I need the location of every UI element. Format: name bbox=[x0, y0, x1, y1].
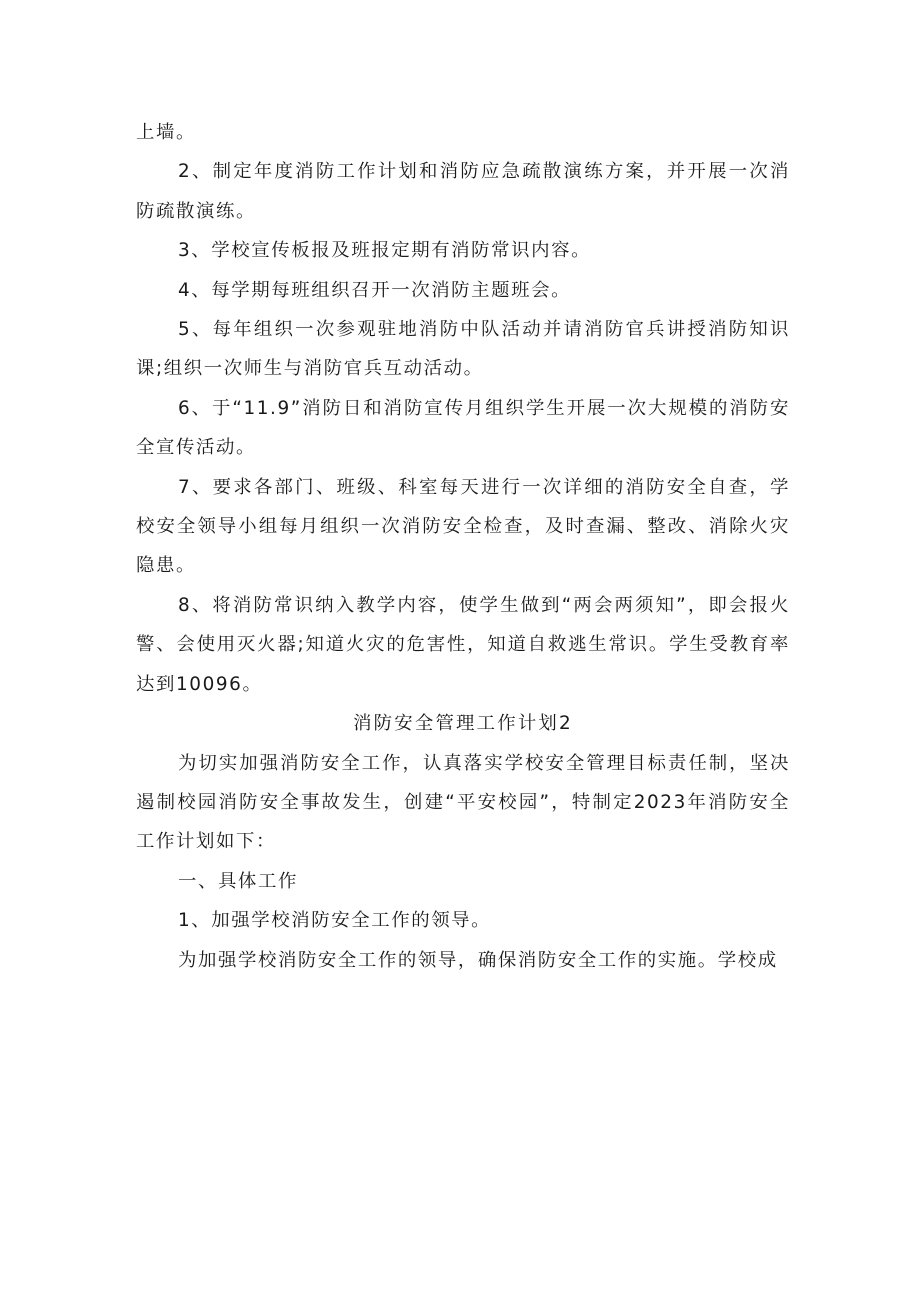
paragraph-leadership: 为加强学校消防安全工作的领导，确保消防安全工作的实施。学校成 bbox=[178, 949, 778, 971]
paragraph-intro: 为切实加强消防安全工作，认真落实学校安全管理目标责任制，坚决遏制校园消防安全事故发生，创建“平安校园”，特制定2023年消防安全工作计划如下： bbox=[136, 752, 790, 853]
paragraph-item-2: 2、制定年度消防工作计划和消防应急疏散演练方案，并开展一次消防疏散演练。 bbox=[136, 161, 790, 222]
paragraph-continuation: 上墙。 bbox=[136, 122, 196, 143]
subheading-item-1: 1、加强学校消防安全工作的领导。 bbox=[178, 910, 492, 932]
paragraph-item-3: 3、学校宣传板报及班报定期有消防常识内容。 bbox=[178, 240, 592, 262]
document-body bbox=[136, 113, 790, 980]
paragraph-item-5: 5、每年组织一次参观驻地消防中队活动并请消防官兵讲授消防知识课;组织一次师生与消防官兵互动活动。 bbox=[136, 319, 790, 380]
paragraph-item-4: 4、每学期每班组织召开一次消防主题班会。 bbox=[178, 279, 572, 301]
paragraph-item-7: 7、要求各部门、班级、科室每天进行一次详细的消防安全自查，学校安全领导小组每月组织一次消防安全检查，及时查漏、整改、消除火灾隐患。 bbox=[136, 476, 790, 577]
paragraph-item-6: 6、于“11.9”消防日和消防宣传月组织学生开展一次大规模的消防安全宣传活动。 bbox=[136, 397, 790, 459]
subheading-specific-work: 一、具体工作 bbox=[178, 870, 298, 892]
section-heading: 消防安全管理工作计划2 bbox=[353, 713, 573, 735]
paragraph-item-8: 8、将消防常识纳入教学内容，使学生做到“两会两须知”，即会报火警、会使用灭火器;知道火灾的危害性，知道自救逃生常识。学生受教育率达到10096。 bbox=[136, 594, 790, 695]
